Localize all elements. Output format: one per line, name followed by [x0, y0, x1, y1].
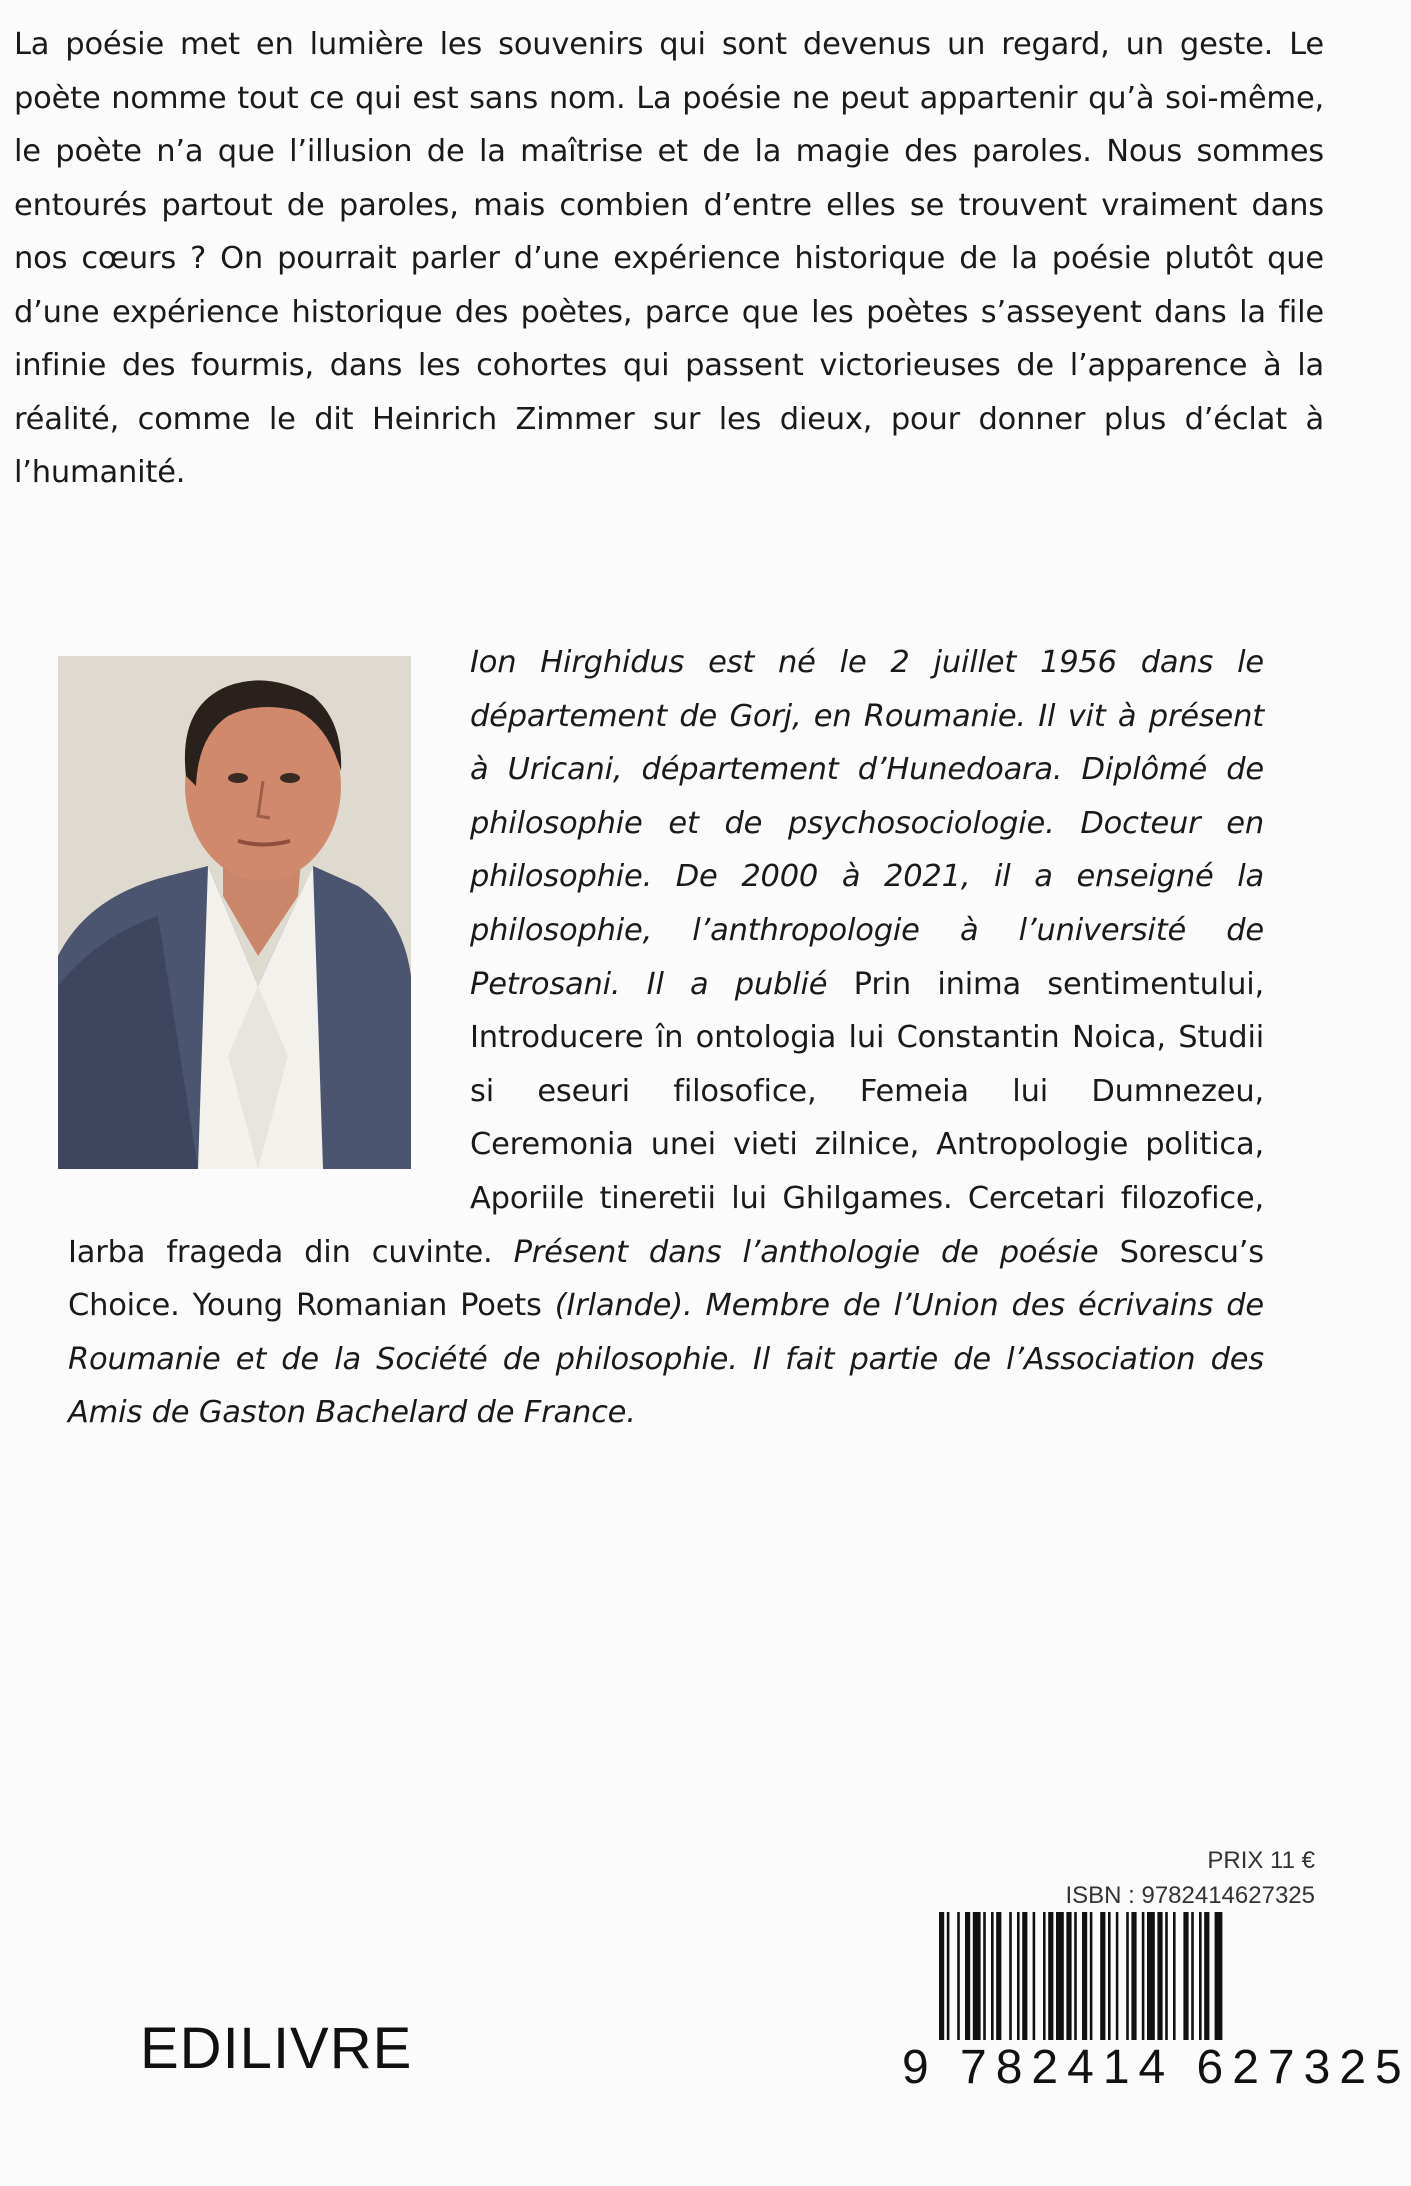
barcode-bar: [1056, 1912, 1064, 2040]
blurb-text: La poésie met en lumière les souvenirs qui sont devenus un regard, un geste. Le poète nomme tout ce qui est sans nom. La poésie ne peut appartenir qu’à soi-même, le poète n’a que l’illusion de la maîtrise et de la magie des paroles. Nous sommes entourés partout de paroles, mais combien d’entre elles se trouvent vraiment dans nos cœurs ? On pourrait parler d’une expérience historique de la poésie plutôt que d’une expérience historique des poètes, parce que les poètes s’asseyent dans la file infinie des fourmis, dans les cohortes qui passent victorieuses de l’apparence à la réalité, comme le dit Heinrich Zimmer sur les dieux, pour donner plus d’éclat à l’humanité.: [14, 27, 1324, 490]
barcode-bar: [1017, 1912, 1020, 2040]
barcode-bar: [1033, 1912, 1036, 2040]
bio-intro: Ion Hirghidus est né le 2 juillet 1956 dans le département de Gorj, en Roumanie. Il vit à présent à Uricani, département d’Hunedoara. Diplômé de philosophie et de psychosociologie. Docteur en philosophie. De 2000 à 2021, il a enseigné la philosophie, l’anthropologie à l’université de Petrosani. Il a publié: [470, 645, 1264, 1002]
barcode-bar: [996, 1912, 1001, 2040]
publisher-logo: EDILIVRE: [140, 2016, 413, 2081]
bio-anthology-intro: Présent dans l’anthologie de poésie: [492, 1234, 1099, 1270]
barcode-bar: [1082, 1912, 1087, 2040]
barcode-bar: [1204, 1912, 1209, 2040]
barcode-bar: [1165, 1912, 1168, 2040]
bio-works: Prin inima sentimentului, Introducere în ontologia lui Constantin Noica, Studii si eseuri filosofice, Femeia lui Dumnezeu, Ceremonia unei vieti zilnice, Antropologie politica, Aporiile tineretii lui Ghilgames. Cercetari filozofice, Iarba frageda din cuvinte.: [68, 966, 1264, 1270]
barcode-bar: [1043, 1912, 1046, 2040]
barcode-bar: [939, 1912, 944, 2040]
barcode-bar: [1009, 1912, 1012, 2040]
barcode: [935, 1912, 1315, 2057]
barcode-bar: [1131, 1912, 1136, 2040]
bio-anthology: Sorescu’s Choice. Young Romanian Poets: [68, 1234, 1264, 1324]
barcode-bar: [1191, 1912, 1194, 2040]
barcode-bar: [1022, 1912, 1027, 2040]
barcode-digits: 9 782414 627325: [902, 2041, 1411, 2094]
barcode-bar: [1157, 1912, 1162, 2040]
isbn-label: ISBN : 9782414627325: [1065, 1882, 1315, 1909]
barcode-bar: [1108, 1912, 1111, 2040]
barcode-bar: [1142, 1912, 1145, 2040]
price-label: PRIX 11 €: [1207, 1847, 1315, 1874]
barcode-bar: [1215, 1912, 1223, 2040]
barcode-bar: [1147, 1912, 1155, 2040]
barcode-bar: [1074, 1912, 1077, 2040]
barcode-bar: [1183, 1912, 1188, 2040]
barcode-bar: [1090, 1912, 1093, 2040]
barcode-bar: [991, 1912, 994, 2040]
author-biography: [68, 636, 1264, 1440]
barcode-bar: [983, 1912, 986, 2040]
barcode-bar: [1126, 1912, 1129, 2040]
barcode-bar: [1199, 1912, 1202, 2040]
barcode-bar: [957, 1912, 960, 2040]
barcode-bar: [973, 1912, 981, 2040]
barcode-bar: [1116, 1912, 1119, 2040]
back-cover-blurb: [14, 18, 1324, 500]
photo-spacer: [68, 636, 470, 1213]
barcode-bar: [1066, 1912, 1071, 2040]
bio-memberships: (Irlande). Membre de l’Union des écrivains de Roumanie et de la Société de philosophie. Il fait partie de l’Association des Amis de Gaston Bachelard de France.: [68, 1288, 1264, 1431]
barcode-bar: [965, 1912, 970, 2040]
barcode-bar: [947, 1912, 950, 2040]
barcode-bar: [1173, 1912, 1176, 2040]
barcode-bar: [1100, 1912, 1105, 2040]
barcode-bar: [1048, 1912, 1053, 2040]
